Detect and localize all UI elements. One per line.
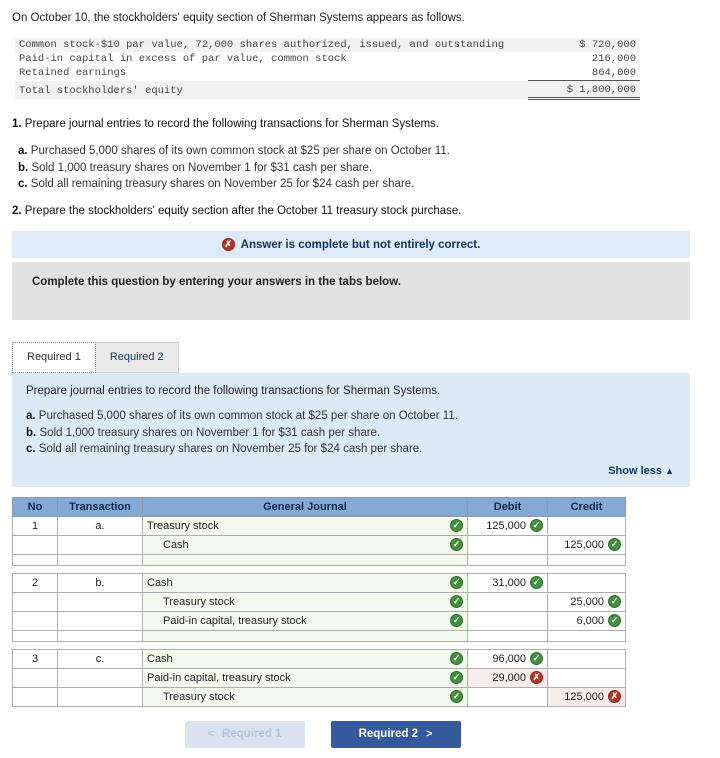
credit-cell[interactable] bbox=[548, 592, 626, 611]
credit-amount: 25,000 bbox=[570, 595, 604, 608]
entry-transaction bbox=[58, 611, 143, 630]
chevron-left-icon: < bbox=[207, 728, 214, 740]
equity-row-value: $ 720,000 bbox=[528, 38, 640, 52]
account-name: Paid-in capital, treasury stock bbox=[147, 671, 291, 684]
account-name: Cash bbox=[147, 576, 173, 589]
account-name: Treasury stock bbox=[163, 690, 235, 703]
chevron-right-icon: > bbox=[426, 728, 433, 740]
requirement-2-heading bbox=[12, 205, 710, 217]
required-1-panel bbox=[12, 373, 690, 487]
tab-bar bbox=[12, 342, 710, 373]
journal-row bbox=[13, 592, 626, 611]
instruction-box bbox=[12, 262, 690, 320]
entry-number: 2 bbox=[13, 573, 58, 592]
next-button-label: Required 2 bbox=[358, 728, 418, 740]
credit-cell[interactable] bbox=[548, 687, 626, 706]
requirement-1-heading bbox=[12, 118, 710, 130]
correct-icon: ✓ bbox=[608, 614, 621, 627]
credit-cell[interactable] bbox=[548, 649, 626, 668]
entry-number: 3 bbox=[13, 649, 58, 668]
journal-row bbox=[13, 611, 626, 630]
debit-cell[interactable] bbox=[468, 592, 548, 611]
entry-transaction: b. bbox=[58, 573, 143, 592]
transaction-text: Sold 1,000 treasury shares on November 1 for $31 cash per share. bbox=[31, 161, 373, 174]
transaction-text: Sold all remaining treasury shares on November 25 for $24 cash per share. bbox=[30, 178, 415, 190]
account-name: Cash bbox=[147, 652, 173, 665]
panel-intro: Prepare journal entries to record the following transactions for Sherman Systems. bbox=[26, 385, 441, 397]
tab-required-2[interactable]: Required 2 bbox=[96, 342, 179, 373]
credit-cell[interactable] bbox=[548, 516, 626, 535]
journal-row bbox=[13, 535, 626, 554]
journal-blank-row bbox=[13, 554, 626, 565]
transaction-letter: b. bbox=[18, 161, 29, 174]
entry-number: 1 bbox=[13, 516, 58, 535]
correct-icon: ✓ bbox=[450, 595, 463, 608]
entry-transaction bbox=[58, 668, 143, 687]
debit-cell[interactable] bbox=[468, 516, 548, 535]
entry-number bbox=[13, 535, 58, 554]
journal-row bbox=[13, 649, 626, 668]
transaction-text: Purchased 5,000 shares of its own common stock at $25 per share on October 11. bbox=[38, 410, 458, 422]
entry-transaction bbox=[58, 592, 143, 611]
debit-cell[interactable] bbox=[468, 611, 548, 630]
general-journal-table bbox=[12, 497, 626, 707]
equity-row-value: 216,000 bbox=[591, 53, 636, 65]
debit-cell[interactable] bbox=[468, 668, 548, 687]
transaction-letter: a. bbox=[18, 145, 28, 157]
correct-icon: ✓ bbox=[450, 614, 463, 627]
journal-gap-row bbox=[13, 565, 626, 573]
correct-icon: ✓ bbox=[450, 538, 463, 551]
credit-cell[interactable] bbox=[548, 573, 626, 592]
account-name: Treasury stock bbox=[147, 519, 219, 532]
journal-row bbox=[13, 668, 626, 687]
journal-row bbox=[13, 573, 626, 592]
transaction-b bbox=[18, 161, 710, 175]
account-cell[interactable] bbox=[143, 611, 468, 630]
equity-row-value: 864,000 bbox=[528, 66, 640, 81]
correct-icon: ✓ bbox=[608, 538, 621, 551]
debit-cell[interactable] bbox=[468, 535, 548, 554]
panel-transaction-list bbox=[26, 409, 676, 456]
account-cell[interactable] bbox=[143, 535, 468, 554]
account-name: Paid-in capital, treasury stock bbox=[163, 614, 307, 627]
requirement-number: 1. bbox=[12, 118, 22, 130]
correct-icon: ✓ bbox=[530, 576, 543, 589]
answer-status-text: Answer is complete but not entirely correct. bbox=[240, 238, 481, 251]
journal-blank-row bbox=[13, 630, 626, 641]
debit-cell[interactable] bbox=[468, 687, 548, 706]
required-1-prev-button[interactable] bbox=[185, 721, 305, 748]
credit-amount: 125,000 bbox=[564, 538, 604, 551]
debit-amount: 29,000 bbox=[492, 671, 526, 684]
required-2-next-button[interactable] bbox=[331, 721, 461, 748]
header-transaction: Transaction bbox=[58, 497, 143, 516]
equity-row-label: Paid-in capital in excess of par value, common stock bbox=[19, 53, 347, 65]
prev-button-label: Required 1 bbox=[222, 728, 282, 740]
equity-total-label: Total stockholders' equity bbox=[15, 81, 528, 99]
entry-number bbox=[13, 668, 58, 687]
journal-row bbox=[13, 687, 626, 706]
collapse-icon: ▲ bbox=[665, 465, 674, 476]
equity-total-row bbox=[15, 81, 640, 99]
journal-header-row bbox=[13, 497, 626, 516]
entry-number bbox=[13, 687, 58, 706]
credit-cell[interactable] bbox=[548, 611, 626, 630]
instruction-text: Complete this question by entering your answers in the tabs below. bbox=[32, 276, 401, 288]
equity-summary-table bbox=[15, 38, 640, 100]
correct-icon: ✓ bbox=[530, 519, 543, 532]
correct-icon: ✓ bbox=[450, 690, 463, 703]
transaction-list bbox=[18, 144, 710, 191]
requirement-text: Prepare journal entries to record the following transactions for Sherman Systems. bbox=[24, 118, 439, 130]
correct-icon: ✓ bbox=[450, 671, 463, 684]
transaction-letter: a. bbox=[26, 410, 36, 422]
transaction-a bbox=[18, 144, 710, 158]
entry-number bbox=[13, 611, 58, 630]
credit-cell[interactable] bbox=[548, 668, 626, 687]
transaction-c bbox=[18, 177, 710, 191]
transaction-letter: c. bbox=[18, 178, 28, 190]
account-cell[interactable] bbox=[143, 649, 468, 668]
correct-icon: ✓ bbox=[608, 595, 621, 608]
entry-transaction bbox=[58, 535, 143, 554]
equity-row-label: Retained earnings bbox=[19, 67, 127, 80]
transaction-letter: b. bbox=[26, 426, 37, 439]
incorrect-icon: ✗ bbox=[608, 690, 621, 703]
answer-status-banner bbox=[12, 231, 690, 258]
journal-gap-row bbox=[13, 641, 626, 649]
entry-number bbox=[13, 592, 58, 611]
transaction-text: Sold 1,000 treasury shares on November 1 for $31 cash per share. bbox=[39, 426, 381, 439]
requirement-number: 2. bbox=[12, 205, 22, 217]
account-cell[interactable] bbox=[143, 687, 468, 706]
debit-amount: 125,000 bbox=[486, 519, 526, 532]
tab-required-1[interactable]: Required 1 bbox=[12, 342, 96, 373]
debit-cell[interactable] bbox=[468, 573, 548, 592]
incorrect-icon: ✗ bbox=[222, 238, 235, 251]
show-less-label: Show less bbox=[608, 464, 663, 477]
account-name: Treasury stock bbox=[163, 595, 235, 608]
debit-cell[interactable] bbox=[468, 649, 548, 668]
correct-icon: ✓ bbox=[450, 519, 463, 532]
requirement-text: Prepare the stockholders' equity section after the October 11 treasury stock purchase. bbox=[24, 205, 462, 217]
equity-total-value: $ 1,800,000 bbox=[528, 81, 640, 99]
header-no: No bbox=[13, 497, 58, 516]
credit-amount: 6,000 bbox=[576, 614, 604, 627]
transaction-text: Sold all remaining treasury shares on November 25 for $24 cash per share. bbox=[38, 443, 423, 455]
header-credit: Credit bbox=[548, 497, 626, 516]
table-row bbox=[15, 66, 640, 81]
credit-amount: 125,000 bbox=[564, 690, 604, 703]
equity-row-label: Common stock-$10 par value, 72,000 shares authorized, issued, and outstanding bbox=[15, 38, 528, 52]
entry-transaction: a. bbox=[58, 516, 143, 535]
header-general-journal: General Journal bbox=[143, 497, 468, 516]
transaction-letter: c. bbox=[26, 443, 36, 455]
debit-amount: 31,000 bbox=[492, 576, 526, 589]
account-cell[interactable] bbox=[143, 668, 468, 687]
table-row bbox=[15, 52, 640, 66]
correct-icon: ✓ bbox=[450, 652, 463, 665]
transaction-c bbox=[26, 442, 676, 456]
journal-row bbox=[13, 516, 626, 535]
credit-cell[interactable] bbox=[548, 535, 626, 554]
correct-icon: ✓ bbox=[530, 652, 543, 665]
entry-transaction bbox=[58, 687, 143, 706]
account-cell[interactable] bbox=[143, 573, 468, 592]
table-row bbox=[15, 38, 640, 52]
tab-navigation bbox=[10, 721, 635, 748]
incorrect-icon: ✗ bbox=[530, 671, 543, 684]
transaction-a bbox=[26, 409, 676, 423]
transaction-b bbox=[26, 426, 676, 440]
header-debit: Debit bbox=[468, 497, 548, 516]
transaction-text: Purchased 5,000 shares of its own common stock at $25 per share on October 11. bbox=[30, 145, 450, 157]
show-less-link[interactable] bbox=[608, 465, 674, 477]
entry-transaction: c. bbox=[58, 649, 143, 668]
correct-icon: ✓ bbox=[450, 576, 463, 589]
debit-amount: 96,000 bbox=[492, 652, 526, 665]
account-cell[interactable] bbox=[143, 592, 468, 611]
account-cell[interactable] bbox=[143, 516, 468, 535]
question-intro: On October 10, the stockholders' equity section of Sherman Systems appears as follows. bbox=[12, 12, 465, 24]
account-name: Cash bbox=[163, 538, 189, 551]
